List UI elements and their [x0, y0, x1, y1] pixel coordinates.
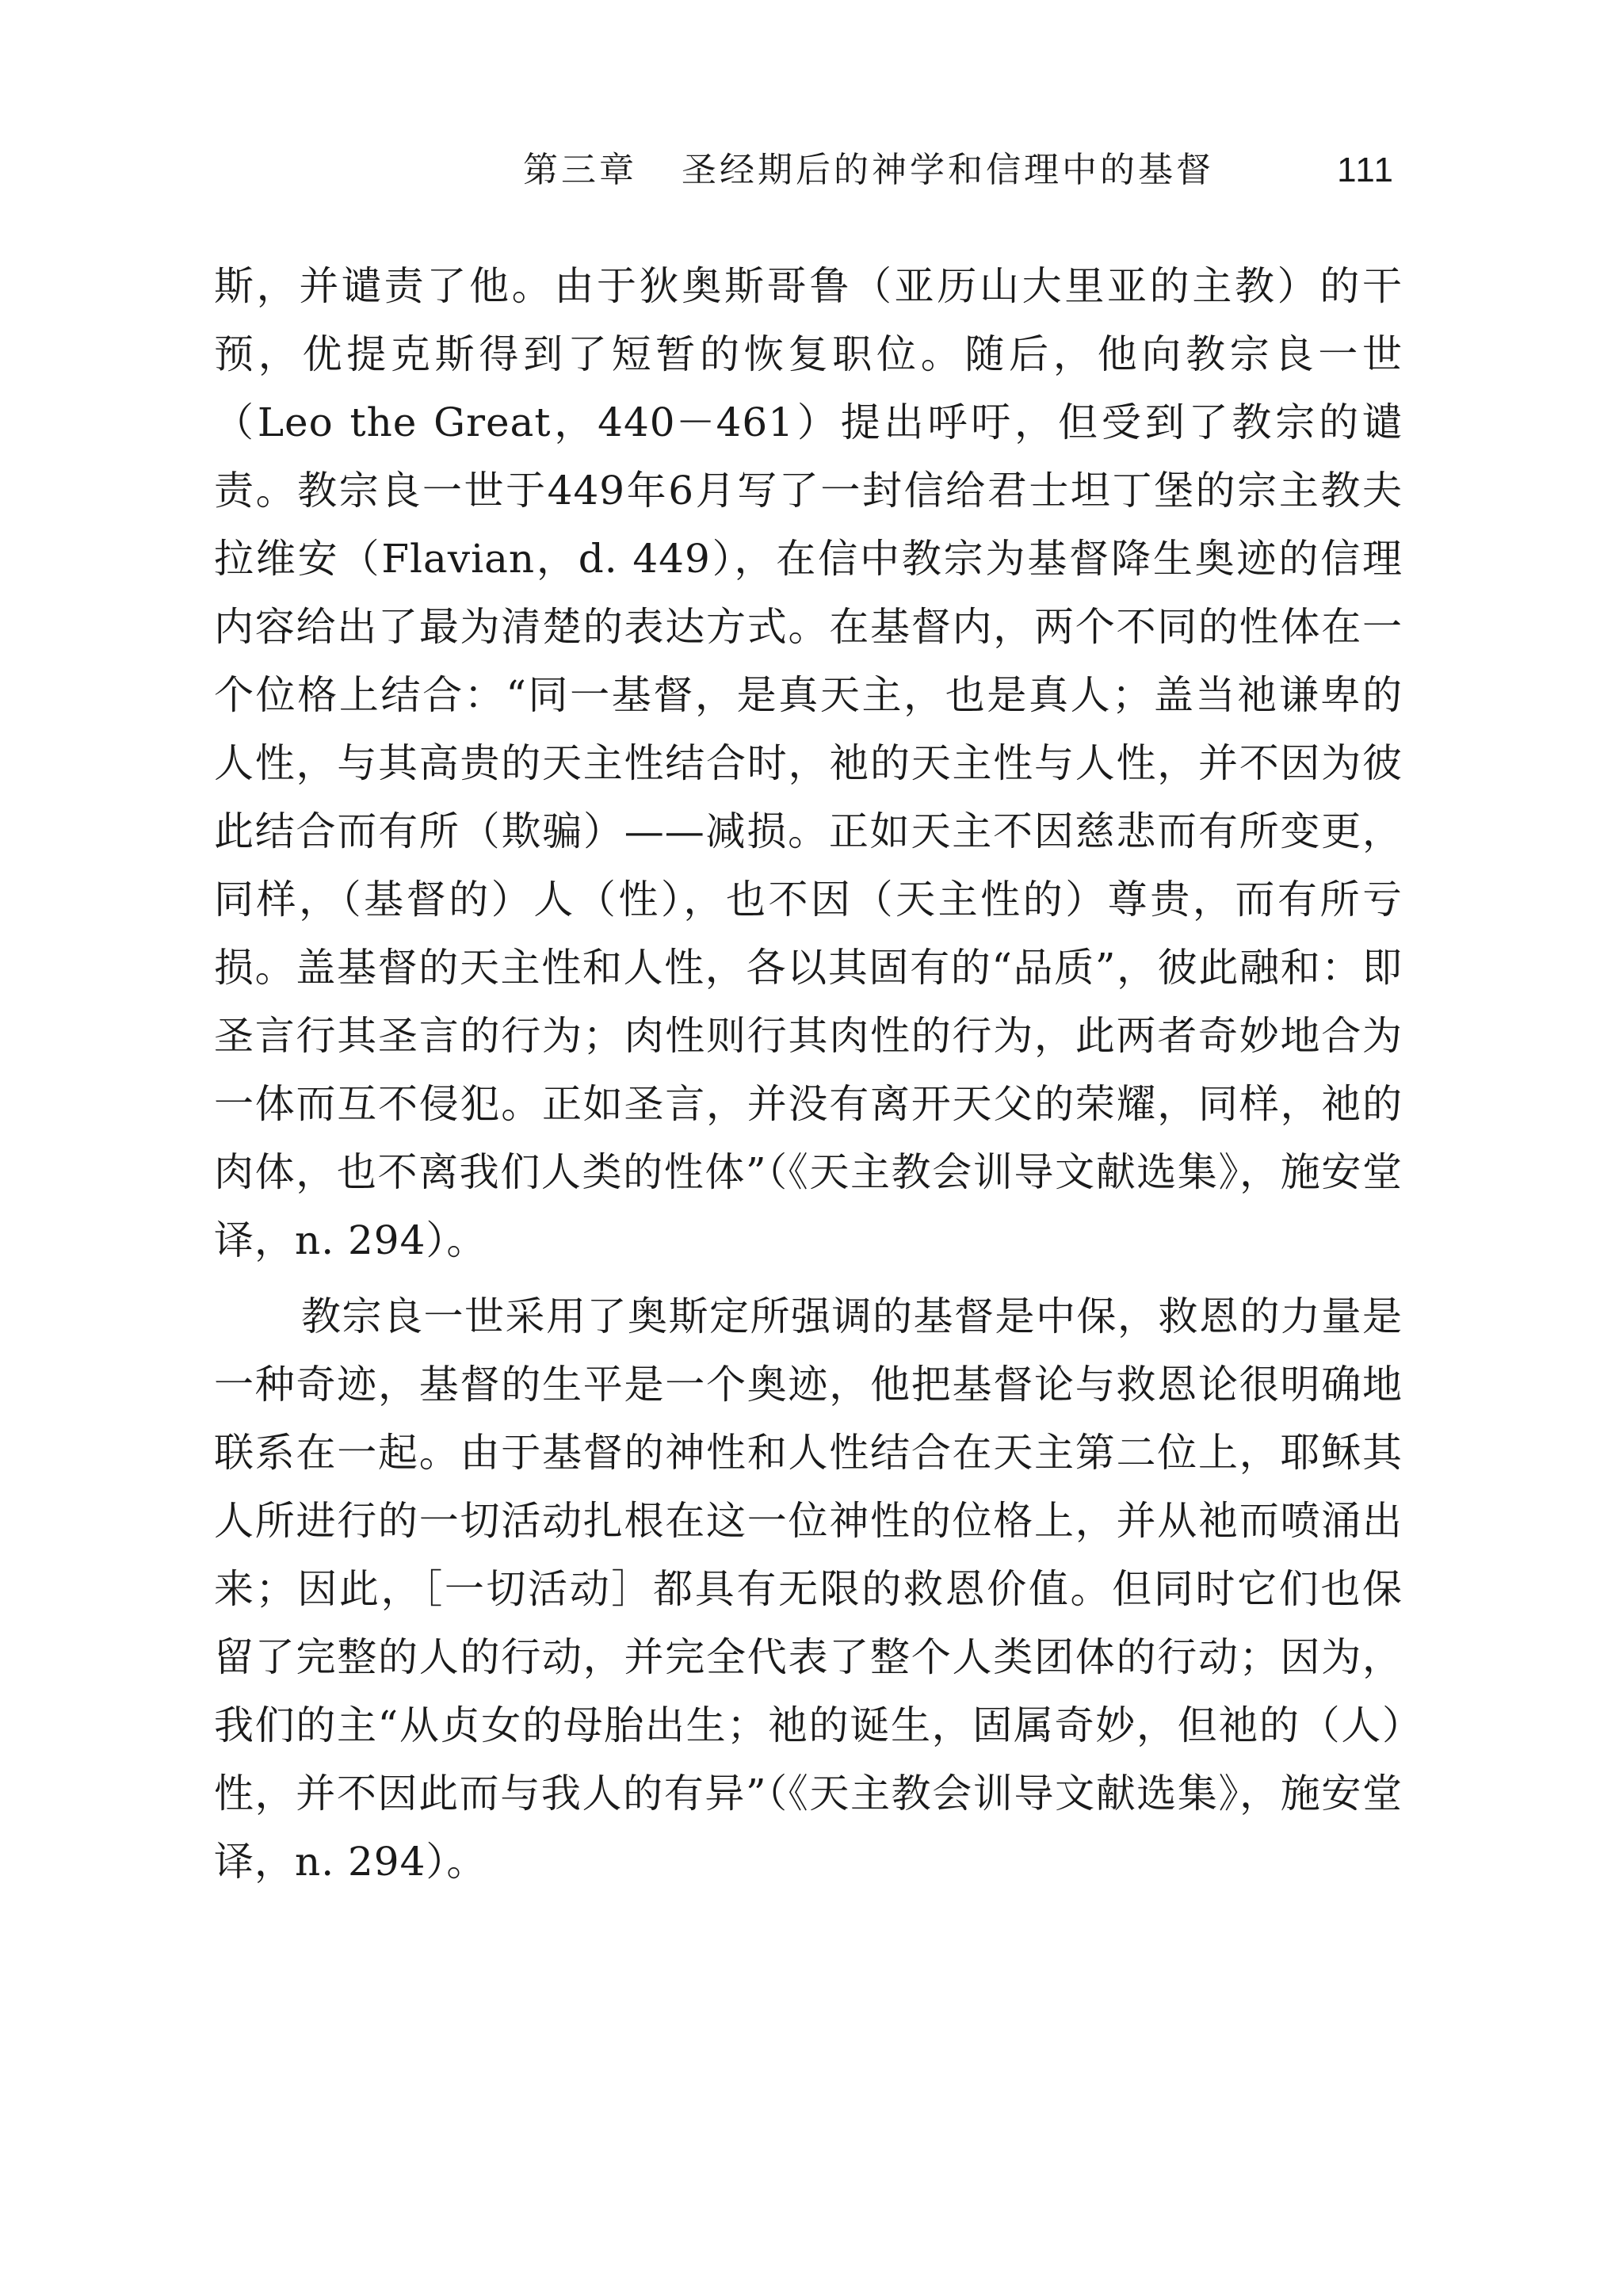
- body-text: [214, 252, 1403, 1896]
- paragraph: 教宗良一世采用了奥斯定所强调的基督是中保，救恩的力量是一种奇迹，基督的生平是一个奥迹，他把基督论与救恩论很明确地联系在一起。由于基督的神性和人性结合在天主第二位上，耶稣其人所进行的一切活动扎根在这一位神性的位格上，并从祂而喷涌出来；因此，［一切活动］都具有无限的救恩价值。但同时它们也保留了完整的人的行动，并完全代表了整个人类团体的行动；因为，我们的主“从贞女的母胎出生；祂的诞生，固属奇妙，但祂的（人）性，并不因此而与我人的有异”（《天主教会训导文献选集》，施安堂译，n. 294）。: [214, 1293, 1403, 1885]
- paragraph-continued: 斯，并谴责了他。由于狄奥斯哥鲁（亚历山大里亚的主教）的干预，优提克斯得到了短暂的恢复职位。随后，他向教宗良一世（Leo the Great，440－461）提出呼吁，但受到了教宗的谴责。教宗良一世于449年6月写了一封信给君士坦丁堡的宗主教夫拉维安（Flavian，d. 449），在信中教宗为基督降生奥迹的信理内容给出了最为清楚的表达方式。在基督内，两个不同的性体在一个位格上结合：“同一基督，是真天主，也是真人；盖当祂谦卑的人性，与其高贵的天主性结合时，祂的天主性与人性，并不因为彼此结合而有所（欺骗）——减损。正如天主不因慈悲而有所变更，同样，（基督的）人（性），也不因（天主性的）尊贵，而有所亏损。盖基督的天主性和人性，各以其固有的“品质”，彼此融和：即圣言行其圣言的行为；肉性则行其肉性的行为，此两者奇妙地合为一体而互不侵犯。正如圣言，并没有离开天父的荣耀，同样，祂的肉体，也不离我们人类的性体”（《天主教会训导文献选集》，施安堂译，n. 294）。: [214, 263, 1403, 1263]
- page-number: 111: [1337, 151, 1395, 189]
- running-header: [523, 141, 1395, 189]
- chapter-label: 第三章: [523, 150, 637, 190]
- chapter-title: 圣经期后的神学和信理中的基督: [682, 150, 1214, 190]
